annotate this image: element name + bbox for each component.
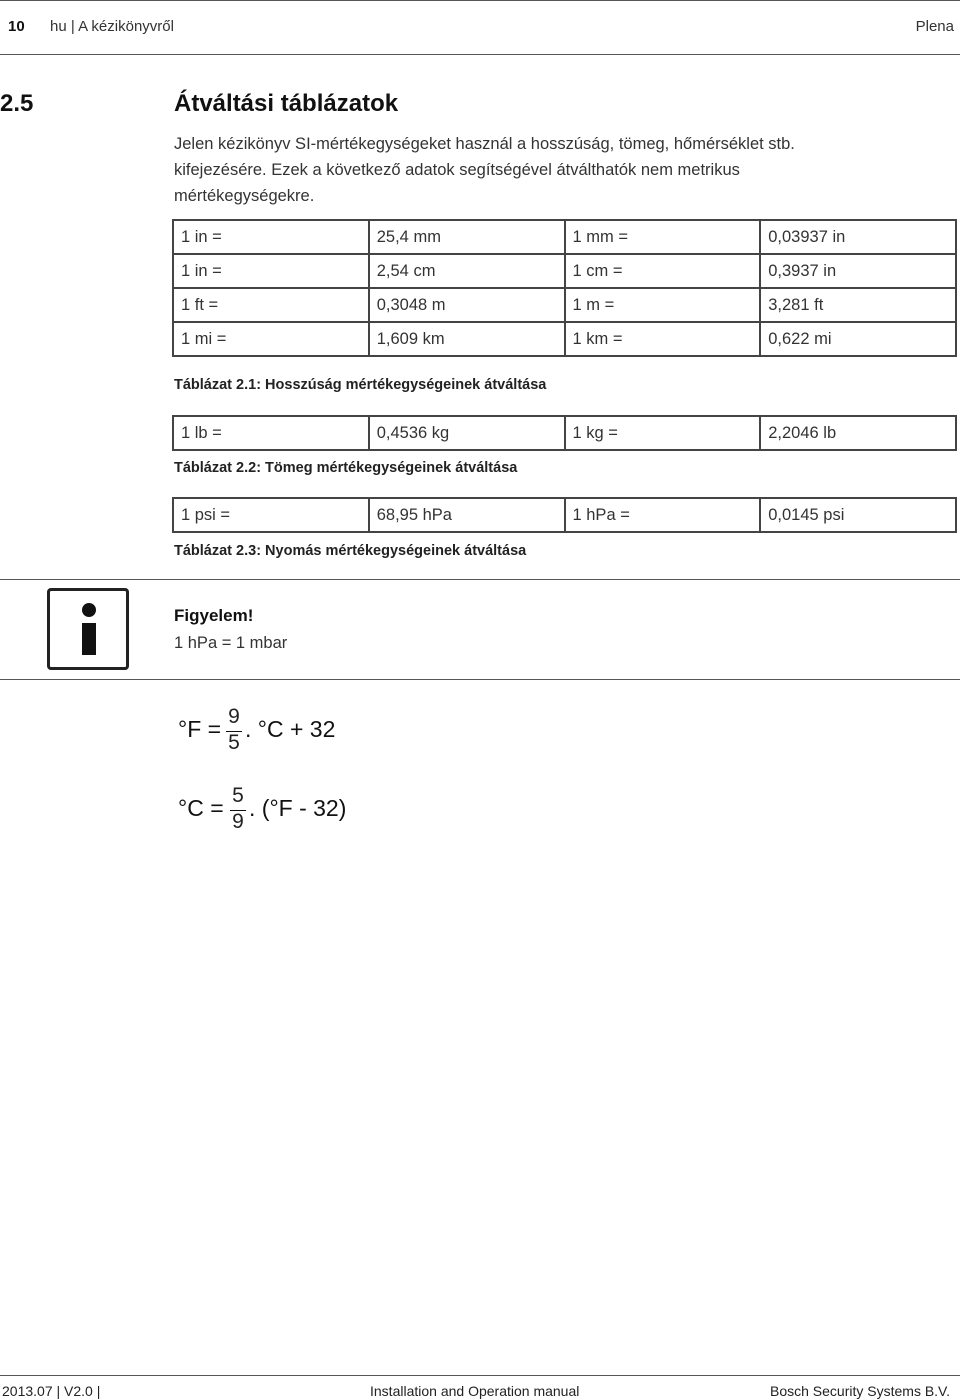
table-row [173,288,956,322]
table-cell: 1 psi = [173,498,369,532]
formula-fahrenheit-denominator: 5 [228,731,240,754]
table-row [173,416,956,450]
table-cell: 3,281 ft [760,288,956,322]
length-table [172,219,957,357]
table-cell: 1 km = [565,322,761,356]
intro-paragraph: Jelen kézikönyv SI-mértékegységeket használ a hosszúság, tömeg, hőmérséklet stb. kifejezésére. Ezek a következő adatok segítségével átválthatók nem metrikus mértékegységekre. [174,135,795,205]
formula-celsius-lhs: °C = [178,795,224,821]
formula-celsius-denominator: 9 [232,810,244,833]
formula-fahrenheit-lhs: °F = [178,716,222,742]
table-cell: 1 in = [173,254,369,288]
table-row [173,254,956,288]
table-cell: 1 kg = [565,416,761,450]
table-cell: 1 hPa = [565,498,761,532]
table-cell: 1 mm = [565,220,761,254]
footer-company: Bosch Security Systems B.V. [770,1383,950,1399]
table-cell: 1 cm = [565,254,761,288]
table-row [173,498,956,532]
header-rule [0,54,960,55]
table-cell: 1 m = [565,288,761,322]
table-cell: 1 in = [173,220,369,254]
table-caption-pressure: Táblázat 2.3: Nyomás mértékegységeinek átváltása [174,543,527,559]
table-cell: 1,609 km [369,322,565,356]
notice-bottom-rule [0,679,960,680]
table-cell: 0,4536 kg [369,416,565,450]
section-number: 2.5 [0,90,34,117]
footer-rule [0,1375,960,1376]
table-cell: 68,95 hPa [369,498,565,532]
header-product: Plena [915,18,954,35]
info-icon-bar [82,623,96,655]
header-title: hu | A kézikönyvről [50,18,174,35]
page-number: 10 [8,18,25,35]
section-title: Átváltási táblázatok [174,90,399,117]
mass-table [172,415,957,451]
table-row [173,322,956,356]
table-cell: 0,03937 in [760,220,956,254]
table-cell: 1 mi = [173,322,369,356]
table-cell: 0,622 mi [760,322,956,356]
table-cell: 0,3937 in [760,254,956,288]
notice-text: 1 hPa = 1 mbar [174,634,288,652]
top-rule [0,0,960,1]
table-cell: 25,4 mm [369,220,565,254]
table-cell: 2,2046 lb [760,416,956,450]
table-cell: 2,54 cm [369,254,565,288]
notice-top-rule [0,579,960,580]
notice-title: Figyelem! [174,606,254,625]
pressure-table [172,497,957,533]
table-caption-length: Táblázat 2.1: Hosszúság mértékegységeinek átváltása [174,377,547,393]
table-cell: 1 lb = [173,416,369,450]
table-cell: 1 ft = [173,288,369,322]
info-icon-dot [82,603,96,617]
info-icon [47,588,129,670]
table-cell: 0,0145 psi [760,498,956,532]
formula-fahrenheit-rhs: . °C + 32 [245,716,336,742]
formula-celsius-rhs: . (°F - 32) [249,795,347,821]
table-cell: 0,3048 m [369,288,565,322]
footer-version: 2013.07 | V2.0 | [2,1383,101,1399]
footer-doc-title: Installation and Operation manual [370,1383,580,1399]
table-row [173,220,956,254]
formula-fahrenheit-numerator: 9 [228,705,240,728]
table-caption-mass: Táblázat 2.2: Tömeg mértékegységeinek átváltása [174,460,518,476]
formula-celsius-numerator: 5 [232,784,244,807]
